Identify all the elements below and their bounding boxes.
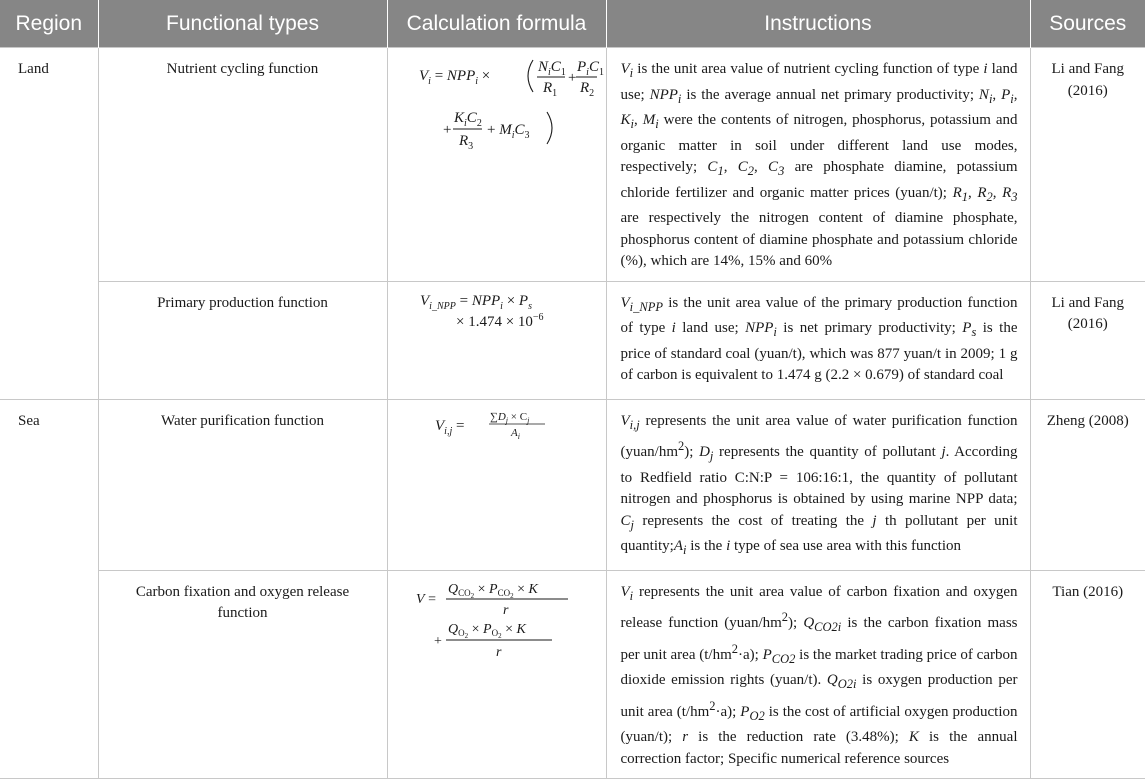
table-row xyxy=(0,399,1145,570)
svg-text:+ MiC3: + $M_iC_3$ xyxy=(486,122,530,141)
svg-text:R1: $R_1$ xyxy=(542,80,557,99)
svg-text:QO2 × PO2 × K: $Q_O2 \times P_O2 \times K$ xyxy=(447,621,526,640)
svg-text:Vi,j =: $V_{i,j}$ = xyxy=(434,417,464,437)
svg-text:∑Dj × Cj: $\sum D_j \times C_j$ xyxy=(489,410,529,425)
svg-text:V =: V = xyxy=(415,591,436,607)
header-calculation-formula: Calculation formula xyxy=(387,0,606,48)
svg-text:+: + xyxy=(567,70,576,86)
header-functional-types: Functional types xyxy=(98,0,387,48)
functional-type-cell: Nutrient cycling function xyxy=(98,48,387,282)
formula-cell xyxy=(387,281,606,399)
svg-text:Ai: $A_i$ xyxy=(510,426,520,441)
svg-text:QCO2 × PCO2 × K: $Q_{CO}2 \times P_{CO}2 \times K$ xyxy=(447,581,538,600)
carbon-fixation-formula xyxy=(412,579,582,663)
svg-text:PiC1: $P_iC_1$ xyxy=(576,59,604,78)
formula-cell xyxy=(387,48,606,282)
functional-type-cell: Primary production function xyxy=(98,281,387,399)
source-cell: Li and Fang (2016) xyxy=(1030,281,1145,399)
svg-text:R2: $R_2$ xyxy=(579,80,594,99)
svg-text:KiC2: $K_iC_2$ xyxy=(453,110,482,129)
svg-text:NiC1: $N_iC_1$ xyxy=(537,59,566,78)
source-cell: Zheng (2008) xyxy=(1030,399,1145,570)
svg-text:+: + xyxy=(442,122,451,138)
region-cell: Land xyxy=(0,48,98,400)
instructions-cell: $V_{i\_NPP}$ is the unit area value of the primary production function of type i land use; $NPP_i$ is net primary productivity; $P_s$ is the price of standard coal (yuan/t), which was 877 yuan/t in 2009; 1 g of carbon is equivalent to 1.474 g (2.2 × 0.679) of standard coal xyxy=(606,281,1030,399)
region-cell: Sea xyxy=(0,399,98,779)
instructions-cell: $V_i$ is the unit area value of nutrient cycling function of type i land use; $NPP_i$ is the average annual net primary productivity; $N_i$, $P_i$, $K_i$, $M_i$ were the contents of nitrogen, phosphorus, potassium and organic matter in soil under different land use modes, respectively; $C_1$, $C_2$, $C_3$ are phosphate diamine, potassium chloride fertilizer and organic matter prices (yuan/t); $R_1$, $R_2$, $R_3$ are respectively the nitrogen content of diamine phosphate, phosphorus content of diamine phosphate and potassium chloride (%), which are 14%, 15% and 60% xyxy=(606,48,1030,282)
svg-text:r: r xyxy=(502,602,508,618)
table-row xyxy=(0,48,1145,282)
primary-production-formula xyxy=(412,290,582,334)
header-sources: Sources xyxy=(1030,0,1145,48)
header-row xyxy=(0,0,1145,48)
header-region: Region xyxy=(0,0,98,48)
functional-type-cell: Water purification function xyxy=(98,399,387,570)
svg-text:× 1.474 × 10−6: × $1.474 \times 10^{-6}$ xyxy=(455,311,544,330)
svg-text:r: r xyxy=(495,644,501,660)
formula-cell xyxy=(387,399,606,570)
svg-text:Vi_NPP = NPPi × Ps: $V_{i\_NPP} = NPP_i \times P_s$ xyxy=(419,292,532,312)
functional-type-cell: Carbon fixation and oxygen release function xyxy=(98,570,387,779)
source-cell: Li and Fang (2016) xyxy=(1030,48,1145,282)
svg-text:+: + xyxy=(433,633,442,649)
formula-cell xyxy=(387,570,606,779)
table-row xyxy=(0,281,1145,399)
instructions-cell: $V_{i,j}$ represents the unit area value of water purification function $(yuan/hm^2)$; $D_j$ represents the quantity of pollutant j. According to Redfield ratio C:N:P = 106:16:1, the quantity of pollutant nitrogen and phosphorus is obtained by using marine NPP data; $C_j$ represents the cost of treating the j th pollutant per unit $quantity;A_i$ is the i type of sea use area with this function xyxy=(606,399,1030,570)
header-instructions: Instructions xyxy=(606,0,1030,48)
water-purification-formula xyxy=(427,408,567,442)
svg-text:R3: $R_3$ xyxy=(458,133,473,152)
source-cell: Tian (2016) xyxy=(1030,570,1145,779)
instructions-cell: $V_i$ represents the unit area value of carbon fixation and oxygen release function $(yuan/hm^2)$; $Q_{CO2i}$ is the carbon fixation mass per unit area $(t/hm^2\cdot a)$; $P_{CO2}$ is the market trading price of carbon dioxide emission rights (yuan/t). $Q_{O2i}$ is oxygen production per unit area $(t/hm^2\cdot a)$; $P_{O2}$ is the cost of artificial oxygen production (yuan/t); r is the reduction rate (3.48%); K is the annual correction factor; Specific numerical reference sources xyxy=(606,570,1030,779)
nutrient-cycling-formula xyxy=(397,56,604,166)
svg-text:Vi = NPPi ×: $V_i = NPP_i$ × xyxy=(418,68,490,87)
table-row xyxy=(0,570,1145,779)
